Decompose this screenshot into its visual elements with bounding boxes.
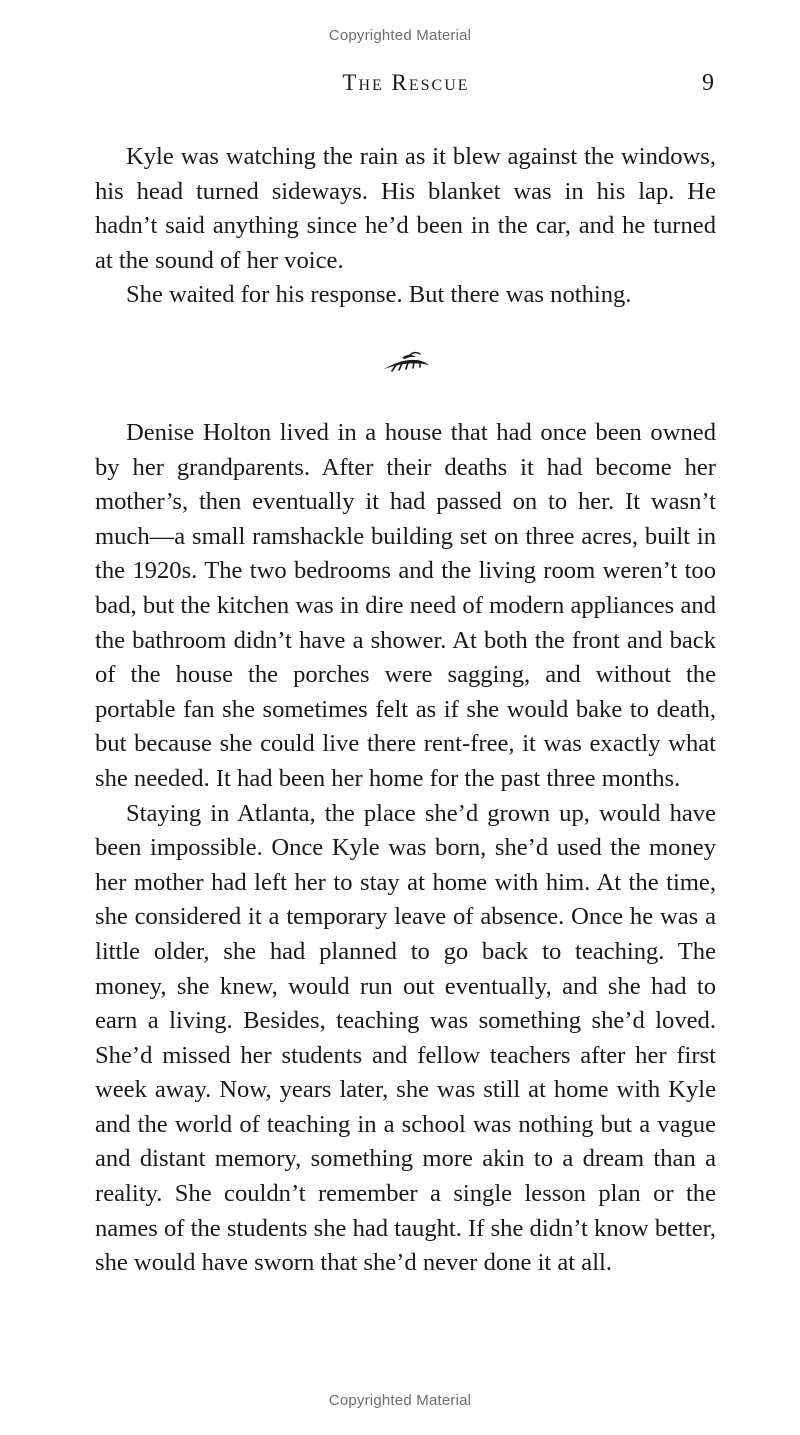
paragraph: Staying in Atlanta, the place she’d grown up, would have been impossible. Once Kyle was born, she’d used the money her mother had left her to stay at home with him. At the time, she considered it a temporary leave of absence. Once he was a little older, she had planned to go back to teaching. The money, she knew, would run out eventually, and she had to earn a living. Besides, teaching was something she’d loved. She’d missed her students and fellow teachers after her first week away. Now, years later, she was still at home with Kyle and the world of teaching in a school was nothing but a vague and distant memory, something more akin to a dream than a reality. She couldn’t remember a single lesson plan or the names of the students she had taught. If she didn’t know better, she would have sworn that she’d never done it at all. (95, 799, 716, 1277)
paragraph: Denise Holton lived in a house that had once been owned by her grandparents. After their deaths it had become her mother’s, then eventually it had passed on to her. It wasn’t much—a small ramshackle building set on three acres, built in the 1920s. The two bedrooms and the living room weren’t too bad, but the kitchen was in dire need of modern appliances and the bathroom didn’t have a shower. At both the front and back of the house the porches were sagging, and without the portable fan she sometimes felt as if she would bake to death, but because she could live there rent-free, it was exactly what she needed. It had been her home for the past three months. (95, 419, 716, 792)
paragraph: She waited for his response. But there was nothing. (126, 281, 632, 309)
book-title: The Rescue (342, 70, 470, 95)
paragraph: Kyle was watching the rain as it blew against the windows, his head turned sideways. His blanket was in his lap. He hadn’t said anything since he’d been in the car, and he turned at the sound of her voice. (95, 143, 716, 274)
running-head (0, 70, 800, 100)
section-1-text (95, 140, 716, 313)
section-2-text (95, 416, 716, 1281)
copyright-watermark-bottom: Copyrighted Material (328, 1392, 472, 1409)
copyright-watermark-top: Copyrighted Material (328, 27, 472, 44)
page-number: 9 (702, 70, 714, 96)
fleuron-ornament-icon (380, 348, 432, 374)
